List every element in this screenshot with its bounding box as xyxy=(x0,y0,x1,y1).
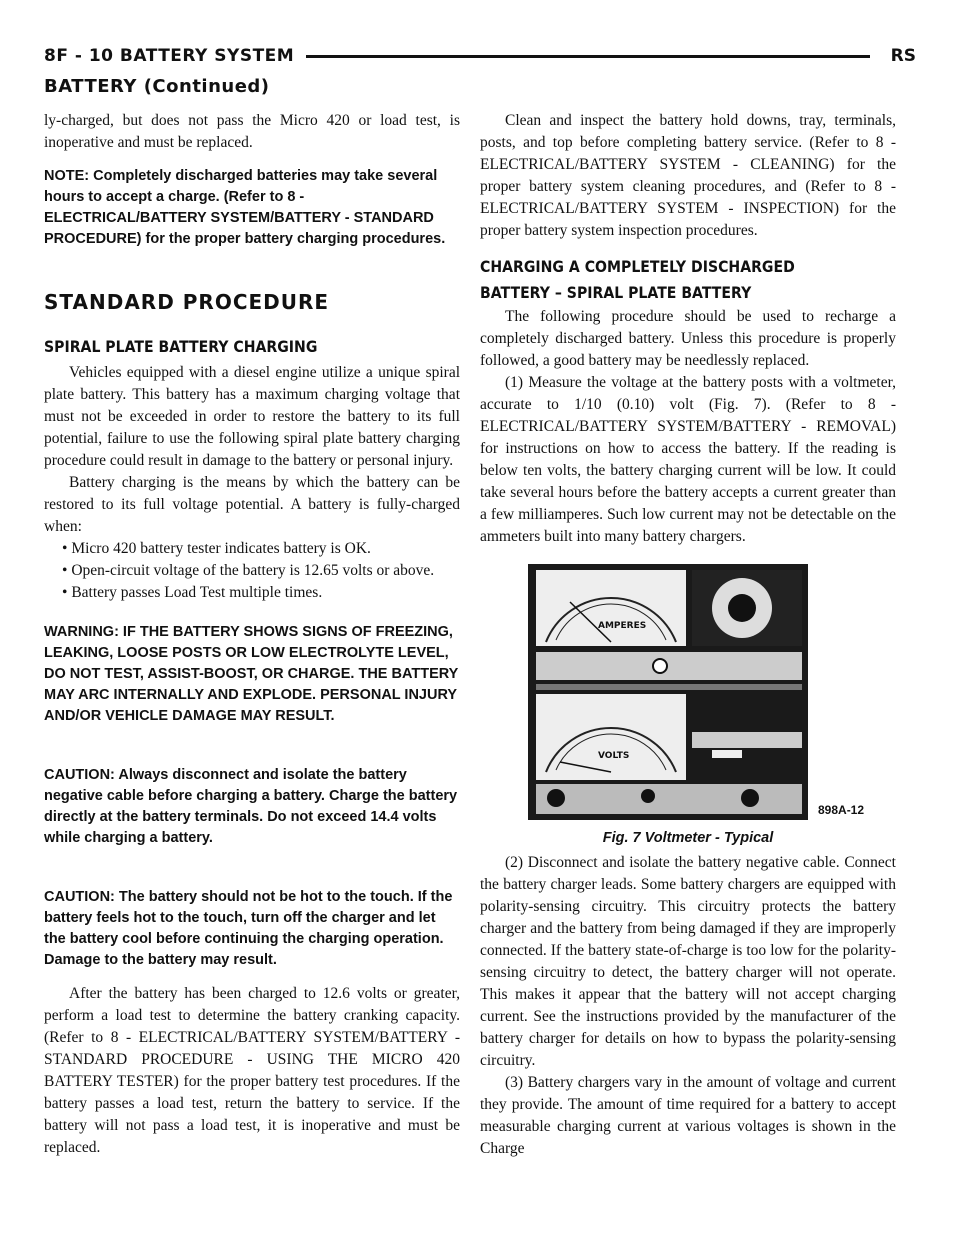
continued-heading: BATTERY (Continued) xyxy=(44,76,270,97)
header-model-code: RS xyxy=(890,46,916,66)
paragraph: Clean and inspect the battery hold downs, tray, terminals, posts, and top before completing battery service. (Refer to 8 - ELECTRICAL/BATTERY SYSTEM - CLEANING) for the proper battery system cleaning procedures, and (Refer to 8 - ELECTRICAL/BATTERY SYSTEM - INSPECTION) for the proper battery system inspection procedures. xyxy=(480,112,896,239)
right-column xyxy=(480,110,896,1160)
paragraph: Battery charging is the means by which the battery can be restored to its full voltage potential. A battery is fully-charged when: xyxy=(44,474,460,535)
page-header xyxy=(44,46,916,68)
caution-text: CAUTION: The battery should not be hot to the touch. If the battery feels hot to the touch, turn off the charger and let the battery cool before continuing the charging operation. Damage to the battery may result. xyxy=(44,889,453,968)
list-item: • Battery passes Load Test multiple times. xyxy=(62,584,323,601)
header-rule xyxy=(306,55,870,58)
figure-code: 898A-12 xyxy=(818,803,865,817)
paragraph: (1) Measure the voltage at the battery posts with a voltmeter, accurate to 1/10 (0.10) volt (Fig. 7). (Refer to 8 - ELECTRICAL/BATTERY SYSTEM/BATTERY - REMOVAL) for instructions on how to access the battery. If the reading is below ten volts, the battery charging current will be low. It could take several hours before the battery accepts a current greater than a few milliamperes. Such low current may not be detectable on the ammeters built into many battery chargers. xyxy=(480,374,896,545)
list-item: • Open-circuit voltage of the battery is 12.65 volts or above. xyxy=(62,562,435,579)
note: NOTE: Completely discharged batteries may take several hours to accept a charge. (Refer to 8 - ELECTRICAL/BATTERY SYSTEM/BATTERY - STANDARD PROCEDURE) for the proper battery charging procedures. xyxy=(44,168,446,247)
figure-caption: Fig. 7 Voltmeter - Typical xyxy=(602,830,774,846)
left-column xyxy=(44,110,460,1159)
paragraph: ly-charged, but does not pass the Micro 420 or load test, is inoperative and must be replaced. xyxy=(44,112,460,151)
voltmeter-illustration xyxy=(480,562,896,824)
subsection-heading-spiral-plate: SPIRAL PLATE BATTERY CHARGING xyxy=(44,337,318,356)
voltmeter-figure xyxy=(480,562,896,824)
caution-text: CAUTION: Always disconnect and isolate the battery negative cable before charging a battery. Charge the battery directly at the battery terminals. Do not exceed 14.4 volts while charging a battery. xyxy=(44,767,458,846)
warning-text: WARNING: IF THE BATTERY SHOWS SIGNS OF FREEZING, LEAKING, LOOSE POSTS OR LOW ELECTROLYTE LEVEL, DO NOT TEST, ASSIST-BOOST, OR CHARGE. THE BATTERY MAY ARC INTERNALLY AND EXPLODE. PERSONAL INJURY AND/OR VEHICLE DAMAGE MAY RESULT. xyxy=(44,624,459,724)
subsection-heading-charging: CHARGING A COMPLETELY DISCHARGED xyxy=(480,257,795,276)
list-item-text: Battery passes Load Test multiple times. xyxy=(71,584,323,601)
paragraph: (2) Disconnect and isolate the battery negative cable. Connect the battery charger leads. Some battery chargers are equipped with polarity-sensing circuitry. This circuitry protects the battery charger and the battery from being damaged if they are improperly connected. If the battery state-of-charge is too low for the polarity-sensing circuitry to detect, the battery charger will not operate. This makes it appear that the battery will not accept charging current. See the instructions provided by the manufacturer of the battery charger for details on how to bypass the polarity-sensing circuitry. xyxy=(480,854,896,1069)
subsection-heading-charging-2: BATTERY – SPIRAL PLATE BATTERY xyxy=(480,283,752,302)
ammeter-label: AMPERES xyxy=(598,621,647,631)
voltmeter-label: VOLTS xyxy=(598,751,630,761)
paragraph: Vehicles equipped with a diesel engine utilize a unique spiral plate battery. This battery has a maximum charging voltage that must not be exceeded in order to restore the battery to its full potential, failure to use the following spiral plate battery charging procedure could result in damage to the battery or personal injury. xyxy=(44,364,460,469)
volt-selector-knob xyxy=(547,789,565,807)
voltmeter-window xyxy=(536,694,686,780)
header-section-title: 8F - 10 BATTERY SYSTEM xyxy=(44,46,295,66)
paragraph: The following procedure should be used to recharge a completely discharged battery. Unless this procedure is properly followed, a good battery may be needlessly replaced. xyxy=(480,308,896,369)
section-heading-standard-procedure: STANDARD PROCEDURE xyxy=(44,290,330,314)
list-item: • Micro 420 battery tester indicates battery is OK. xyxy=(62,540,371,557)
paragraph: (3) Battery chargers vary in the amount of voltage and current they provide. The amount of time required for a battery to accept measurable charging current at various voltages is shown in the Charge xyxy=(480,1074,896,1157)
paragraph: After the battery has been charged to 12.6 volts or greater, perform a load test to determine the battery cranking capacity. (Refer to 8 - ELECTRICAL/BATTERY SYSTEM/BATTERY - STANDARD PROCEDURE - USING THE MICRO 420 BATTERY TESTER) for the proper battery test procedures. If the battery passes a load test, return the battery to service. If the battery will not pass a load test, it is inoperative and must be replaced. xyxy=(44,985,460,1156)
list-item-text: Micro 420 battery tester indicates battery is OK. xyxy=(71,540,371,557)
list-item-text: Open-circuit voltage of the battery is 12.65 volts or above. xyxy=(71,562,435,579)
